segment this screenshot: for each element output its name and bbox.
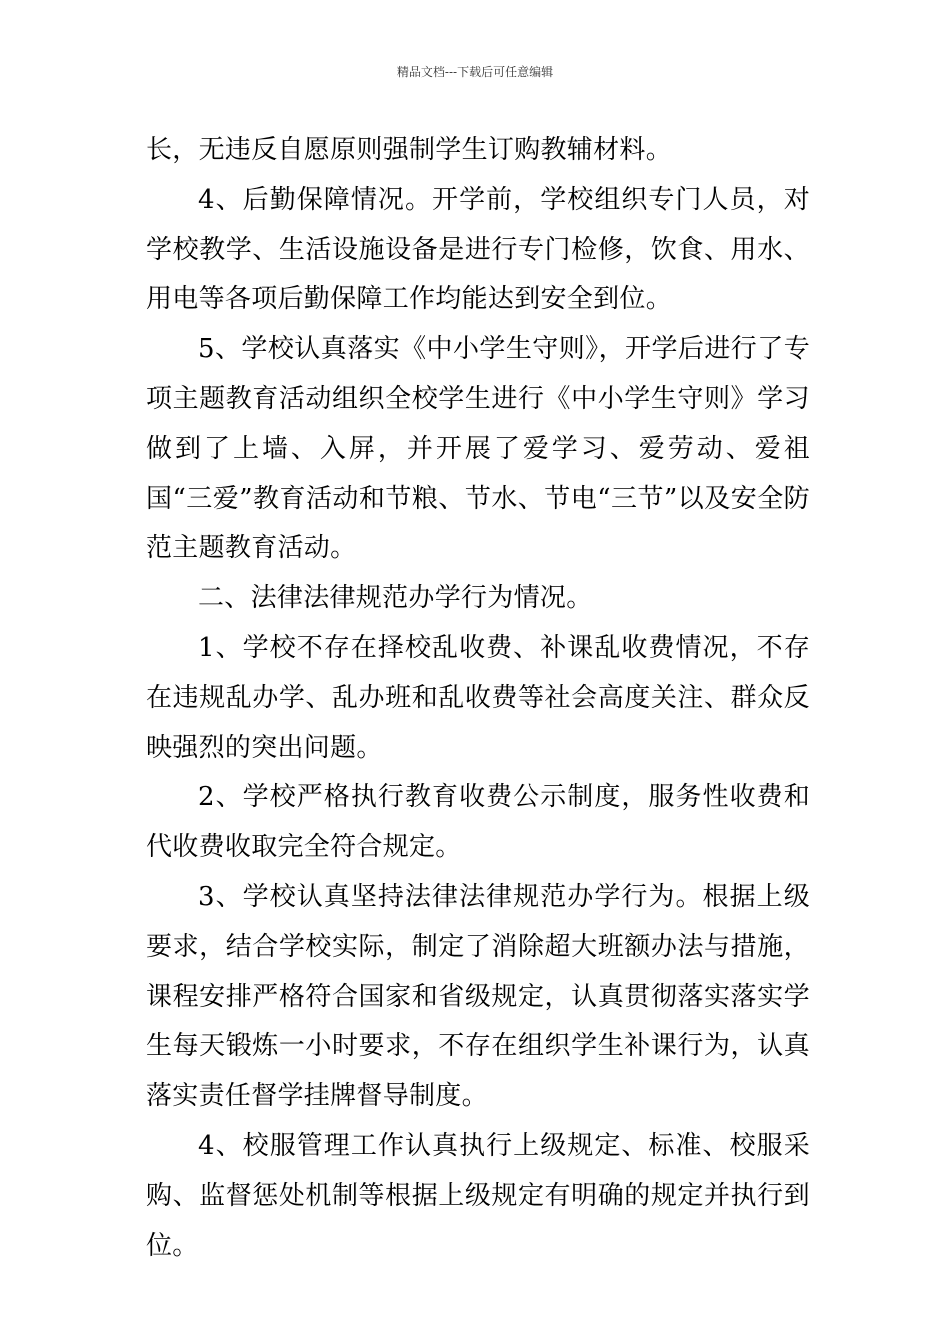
paragraph-item-4-uniforms: 4、校服管理工作认真执行上级规定、标准、校服采购、监督惩处机制等根据上级规定有明确的规定并执行到位。	[146, 1130, 810, 1261]
paragraph-item-2-fee-disclosure: 2、学校严格执行教育收费公示制度，服务性收费和代收费收取完全符合规定。	[146, 782, 810, 863]
paragraph-item-5-student-code: 5、学校认真落实《中小学生守则》，开学后进行了专项主题教育活动组织全校学生进行《中小学生守则》学习做到了上墙、入屏，并开展了爱学习、爱劳动、爱祖国“三爱”教育活动和节粮、节水、节电“三节”以及安全防范主题教育活动。	[146, 334, 810, 564]
document-body	[146, 126, 810, 1271]
section-heading-two: 二、法律法律规范办学行为情况。	[198, 583, 593, 614]
paragraph-continuation: 长，无违反自愿原则强制学生订购教辅材料。	[146, 135, 673, 165]
paragraph-item-3-regulation: 3、学校认真坚持法律法律规范办学行为。根据上级要求，结合学校实际，制定了消除超大班额办法与措施，课程安排严格符合国家和省级规定，认真贯彻落实落实学生每天锻炼一小时要求，不存在组织学生补课行为，认真落实责任督学挂牌督导制度。	[146, 881, 810, 1112]
paragraph-item-4-logistics: 4、后勤保障情况。开学前，学校组织专门人员，对学校教学、生活设施设备是进行专门检修，饮食、用水、用电等各项后勤保障工作均能达到安全到位。	[146, 184, 810, 315]
paragraph-item-1-fees: 1、学校不存在择校乱收费、补课乱收费情况，不存在违规乱办学、乱办班和乱收费等社会高度关注、群众反映强烈的突出问题。	[146, 632, 810, 763]
page-header: 精品文档---下载后可任意编辑	[396, 65, 554, 79]
